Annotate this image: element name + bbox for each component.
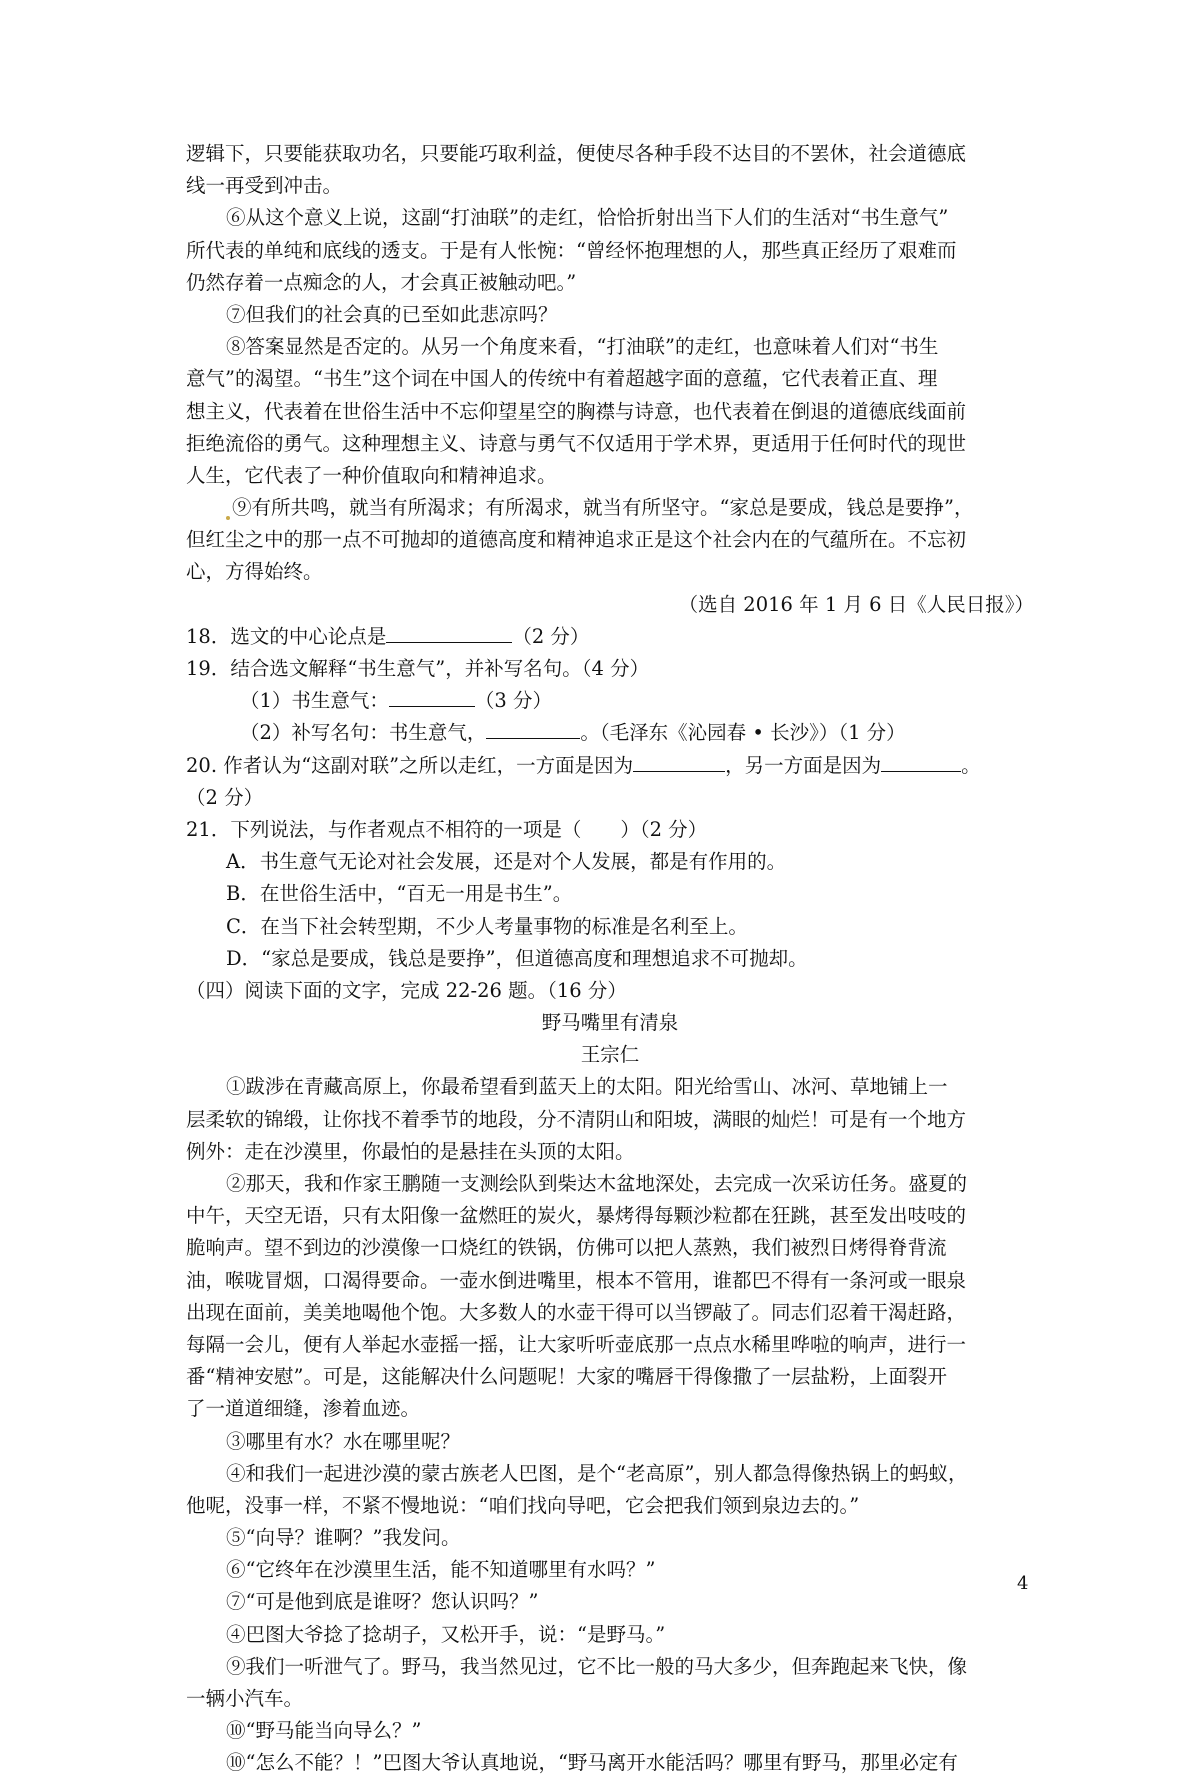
question-20-text: 20. 作者认为“这副对联”之所以走红，一方面是因为 <box>186 753 634 777</box>
page-number: 4 <box>1017 1573 1029 1594</box>
text-line: 但红尘之中的那一点不可抛却的道德高度和精神追求正是这个社会内在的气蕴所在。不忘初 <box>186 528 967 552</box>
text-line: 番“精神安慰”。可是，这能解决什么问题呢！大家的嘴唇干得像撒了一层盐粉，上面裂开 <box>186 1365 947 1389</box>
question-18-score: （2 分） <box>512 624 590 648</box>
text-line: 线一再受到冲击。 <box>186 174 343 198</box>
dot-mark <box>226 516 230 520</box>
text-line: 一辆小汽车。 <box>186 1687 304 1710</box>
text-line: 仍然存着一点痴念的人，才会真正被触动吧。” <box>186 270 577 294</box>
story-paragraph-1: ①跋涉在青藏高原上，你最希望看到蓝天上的太阳。阳光给雪山、冰河、草地铺上一 <box>226 1075 948 1099</box>
question-19-1-score: （3 分） <box>474 689 553 713</box>
text-line: 层柔软的锦缎，让你找不着季节的地段，分不清阴山和阳坡，满眼的灿烂！可是有一个地方 <box>186 1107 967 1131</box>
question-20-score: （2 分） <box>186 785 264 809</box>
option-c: C．在当下社会转型期，不少人考量事物的标准是名利至上。 <box>226 914 748 938</box>
paragraph-8-line: ⑧答案显然是否定的。从另一个角度来看，“打油联”的走红，也意味着人们对“书生 <box>226 335 939 359</box>
text-line: 中午，天空无语，只有太阳像一盆燃旺的炭火，暴烤得每颗沙粒都在狂跳，甚至发出吱吱的 <box>186 1204 967 1228</box>
question-19-1-text: （1）书生意气： <box>240 689 389 713</box>
paragraph-9-line <box>186 492 1034 524</box>
question-20-end: 。 <box>961 753 981 777</box>
question-20-mid: ，另一方面是因为 <box>725 753 882 777</box>
story-paragraph-10: ⑩“野马能当向导么？” <box>226 1719 422 1743</box>
answer-blank-20-b[interactable] <box>881 751 961 772</box>
question-19-2 <box>186 717 1034 749</box>
option-d: D．“家总是要成，钱总是要挣”，但道德高度和理想追求不可抛却。 <box>226 946 808 970</box>
question-18 <box>186 621 1034 653</box>
section-4-heading: （四）阅读下面的文字，完成 22-26 题。（16 分） <box>186 978 627 1002</box>
text-line: 例外：走在沙漠里，你最怕的是悬挂在头顶的太阳。 <box>186 1139 635 1163</box>
paragraph-6-line: ⑥从这个意义上说，这副“打油联”的走红，恰恰折射出当下人们的生活对“书生意气” <box>226 206 949 230</box>
question-19-2-source: 。（毛泽东《沁园春 • 长沙》）（1 分） <box>580 721 906 745</box>
question-18-text: 18．选文的中心论点是 <box>186 624 387 648</box>
question-19-2-text: （2）补写名句：书生意气， <box>240 721 487 745</box>
text-line: 油，喉咙冒烟，口渴得要命。一壶水倒进嘴里，根本不管用，谁都巴不得有一条河或一眼泉 <box>186 1268 967 1292</box>
story-paragraph-8: ④巴图大爷捻了捻胡子，又松开手，说：“是野马。” <box>226 1622 666 1646</box>
text-line: 他呢，没事一样，不紧不慢地说：“咱们找向导吧，它会把我们领到泉边去的。” <box>186 1493 860 1517</box>
option-a: A．书生意气无论对社会发展，还是对个人发展，都是有作用的。 <box>226 850 787 874</box>
question-19-1 <box>186 685 1034 717</box>
story-paragraph-2: ②那天，我和作家王鹏随一支测绘队到柴达木盆地深处，去完成一次采访任务。盛夏的 <box>226 1172 968 1195</box>
story-author: 王宗仁 <box>580 1043 640 1067</box>
story-paragraph-4: ④和我们一起进沙漠的蒙古族老人巴图，是个“老高原”，别人都急得像热锅上的蚂蚁， <box>226 1461 968 1485</box>
story-paragraph-11: ⑩“怎么不能？！”巴图大爷认真地说，“野马离开水能活吗？哪里有野马，那里必定有 <box>226 1751 958 1775</box>
text-line: 每隔一会儿，便有人举起水壶摇一摇，让大家听听壶底那一点点水稀里哗啦的响声，进行一 <box>186 1332 967 1356</box>
text-line: 了一道道细缝，渗着血迹。 <box>186 1397 421 1421</box>
text-line: 心，方得始终。 <box>186 560 323 584</box>
story-paragraph-7: ⑦“可是他到底是谁呀？您认识吗？” <box>226 1590 539 1614</box>
text-line: 脆响声。望不到边的沙漠像一口烧红的铁锅，仿佛可以把人蒸熟，我们被烈日烤得脊背流 <box>186 1236 947 1260</box>
option-b: B．在世俗生活中，“百无一用是书生”。 <box>226 882 573 906</box>
text-line: 所代表的单纯和底线的透支。于是有人怅惋：“曾经怀抱理想的人，那些真正经历了艰难而 <box>186 238 957 262</box>
question-19: 19．结合选文解释“书生意气”，并补写名句。（4 分） <box>186 657 650 680</box>
answer-blank-19-1[interactable] <box>389 686 475 707</box>
story-paragraph-6: ⑥“它终年在沙漠里生活，能不知道哪里有水吗？” <box>226 1558 656 1582</box>
answer-blank-18[interactable] <box>386 622 512 643</box>
paragraph-9-text: ⑨有所共鸣，就当有所渴求；有所渴求，就当有所坚守。“家总是要成，钱总是要挣”， <box>232 496 974 520</box>
story-paragraph-9: ⑨我们一听泄气了。野马，我当然见过，它不比一般的马大多少，但奔跑起来飞快，像 <box>226 1654 968 1678</box>
question-20 <box>186 750 1034 782</box>
text-line: 人生，它代表了一种价值取向和精神追求。 <box>186 463 557 487</box>
text-line: 意气”的渴望。“书生”这个词在中国人的传统中有着超越字面的意蕴，它代表着正直、理 <box>186 367 938 391</box>
page-content <box>186 138 1034 1780</box>
text-line: 逻辑下，只要能获取功名，只要能巧取利益，便使尽各种手段不达目的不罢休，社会道德底 <box>186 142 967 165</box>
answer-blank-20-a[interactable] <box>633 751 725 772</box>
story-paragraph-5: ⑤“向导？谁啊？”我发问。 <box>226 1526 461 1550</box>
text-line: 想主义，代表着在世俗生活中不忘仰望星空的胸襟与诗意，也代表着在倒退的道德底线面前 <box>186 399 967 423</box>
story-paragraph-3: ③哪里有水？水在哪里呢？ <box>226 1429 461 1453</box>
answer-blank-19-2[interactable] <box>486 718 580 739</box>
text-line: 出现在面前，美美地喝他个饱。大多数人的水壶干得可以当锣敲了。同志们忍着干渴赶路， <box>186 1300 967 1324</box>
story-title: 野马嘴里有清泉 <box>541 1011 679 1035</box>
source-citation: （选自 2016 年 1 月 6 日《人民日报》） <box>678 592 1034 616</box>
text-line: 拒绝流俗的勇气。这种理想主义、诗意与勇气不仅适用于学术界，更适用于任何时代的现世 <box>186 431 967 455</box>
question-21: 21．下列说法，与作者观点不相符的一项是（ ）（2 分） <box>186 817 708 841</box>
paragraph-7-line: ⑦但我们的社会真的已至如此悲凉吗？ <box>226 302 558 326</box>
